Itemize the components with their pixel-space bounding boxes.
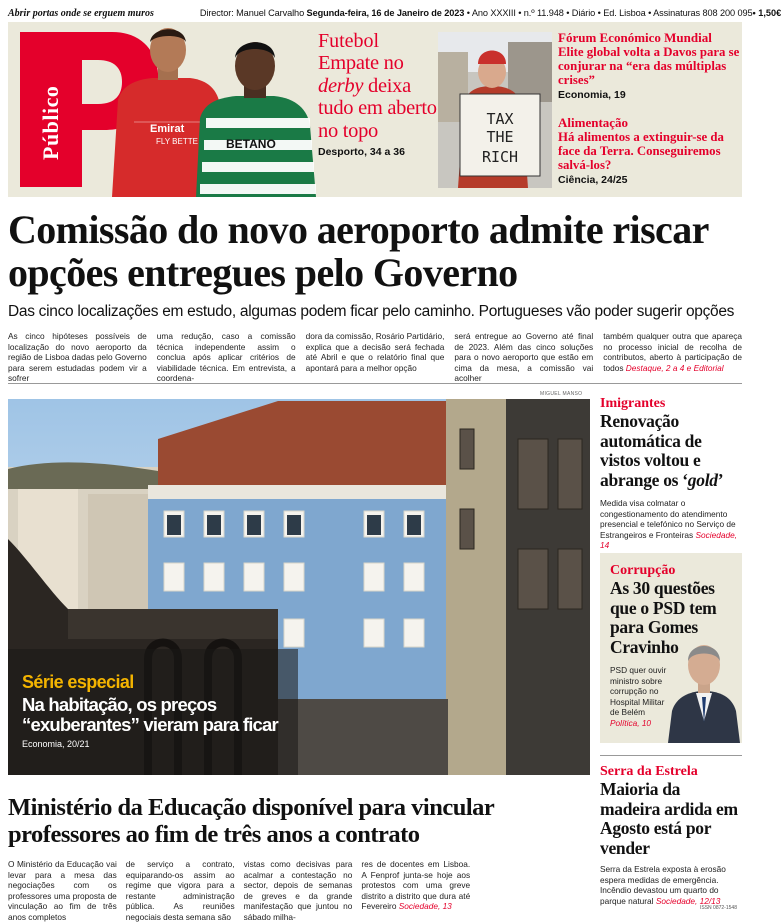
masthead <box>8 22 742 197</box>
series-kicker: Série especial <box>22 672 282 693</box>
protest-sign-line1: TAX <box>486 110 513 128</box>
lead-body <box>8 331 742 377</box>
masthead-strip <box>8 6 742 20</box>
slogan: Abrir portas onde se erguem muros <box>8 8 154 19</box>
svg-text:FLY BETTE: FLY BETTE <box>156 137 198 146</box>
education-body <box>8 859 588 905</box>
svg-text:BETANO: BETANO <box>226 137 276 151</box>
series-teaser[interactable] <box>22 672 282 749</box>
football-teaser[interactable] <box>318 30 440 158</box>
food-kicker: Alimentação <box>558 115 742 130</box>
lead-col-4: será entregue ao Governo até final de 2023. Além das cinco soluções para o novo aeroporto que estão em cima da mesa, a comissão vai acolher <box>454 331 593 375</box>
corruption-headline: As 30 questões que o PSD tem para Gomes Cravinho <box>610 579 738 657</box>
forum-ref: Economia, 19 <box>558 89 742 101</box>
issn: ISSN 0872-1548 <box>700 905 737 911</box>
education-headline[interactable]: Ministério da Educação disponível para vincular professores ao fim de três anos a contrato <box>8 794 588 848</box>
lead-ref[interactable]: Destaque, 2 a 4 e Editorial <box>626 363 724 373</box>
education-col-2: de serviço a contrato, equiparando-os assim ao regime que vigora para a restante administração pública. As reuniões negociais desta semana são <box>126 859 235 903</box>
corruption-kicker: Corrupção <box>610 563 738 579</box>
lead-headline[interactable]: Comissão do novo aeroporto admite riscar opções entregues pelo Governo <box>8 208 742 294</box>
divider <box>8 383 742 384</box>
divider <box>600 755 742 756</box>
lead-subhead: Das cinco localizações em estudo, algumas podem ficar pelo caminho. Portugueses vão poder sugerir opções <box>8 303 742 321</box>
football-kicker: Futebol <box>318 30 440 52</box>
immigrants-teaser[interactable] <box>600 396 742 551</box>
food-headline: Há alimentos a extinguir-se da face da Terra. Conseguiremos salvá-los? <box>558 130 742 172</box>
forum-kicker: Fórum Económico Mundial <box>558 30 742 45</box>
immigrants-body: Medida visa colmatar o congestionamento do atendimento presencial e telefónico no Serviço de Estrangeiros e Fronteiras Sociedade, 14 <box>600 498 742 551</box>
director: Director: Manuel Carvalho <box>200 8 307 18</box>
protest-sign-line2: THE <box>486 128 513 146</box>
forum-headline: Elite global volta a Davos para se conjurar na “era das múltiplas crises” <box>558 45 742 87</box>
series-headline: Na habitação, os preços “exuberantes” vieram para ficar <box>22 695 282 735</box>
price: • 1,50€ <box>753 8 781 18</box>
forum-teaser[interactable] <box>558 30 742 186</box>
football-ref: Desporto, 34 a 36 <box>318 146 440 158</box>
photo-credit: MIGUEL MANSO <box>540 391 582 397</box>
svg-text:Emirat: Emirat <box>150 123 185 135</box>
estrela-teaser[interactable] <box>600 764 742 906</box>
food-ref: Ciência, 24/25 <box>558 174 742 186</box>
estrela-headline: Maioria da madeira ardida em Agosto está por vender <box>600 780 742 858</box>
edition-date: Segunda-feira, 16 de Janeiro de 2023 <box>307 8 465 18</box>
minister-portrait <box>668 631 740 743</box>
estrela-kicker: Serra da Estrela <box>600 764 742 780</box>
football-headline: Empate no derby deixa tudo em aberto no topo <box>318 52 440 142</box>
corruption-body: PSD quer ouvir ministro sobre corrupção no Hospital Militar de Belém Política, 10 <box>610 665 670 728</box>
education-col-5 <box>479 859 588 903</box>
protest-photo <box>438 32 552 188</box>
immigrants-headline: Renovação automática de vistos voltou e abrange os ‘gold’ <box>600 412 742 490</box>
education-col-4: res de docentes em Lisboa. A Fenprof junta-se hoje aos protestos com uma greve distrito a distrito que dura até Fevereiro Sociedade, 13 <box>361 859 470 903</box>
edition-meta <box>200 8 753 18</box>
education-ref[interactable]: Sociedade, 13 <box>399 901 452 911</box>
lead-col-2: uma redução, caso a comissão técnica independente assim o conclua após aplicar critérios de viabilidade técnica. Em entrevista, a coordena- <box>157 331 296 375</box>
food-teaser[interactable] <box>558 115 742 186</box>
corruption-teaser[interactable] <box>600 553 742 743</box>
lead-col-5: também qualquer outra que apareça no processo inicial de recolha de contributos, aberto à participação de todos Destaque, 2 a 4 e Editorial <box>603 331 742 375</box>
corruption-ref[interactable]: Política, 10 <box>610 718 651 728</box>
lead-col-1: As cinco hipóteses possíveis de localização do novo aeroporto da região de Lisboa dadas pelo Governo para serem estudadas podem vir a sofrer <box>8 331 147 375</box>
protest-sign-line3: RICH <box>482 148 518 166</box>
series-ref: Economia, 20/21 <box>22 739 282 749</box>
edition-info: • Ano XXXIII • n.º 11.948 • Diário • Ed. Lisboa • Assinaturas 808 200 095 <box>464 8 752 18</box>
immigrants-kicker: Imigrantes <box>600 396 742 412</box>
education-col-1: O Ministério da Educação vai levar para a mesa das negociações com os professores uma proposta de vinculação ao fim de três anos completos <box>8 859 117 903</box>
football-players-photo <box>104 22 316 197</box>
lead-col-3: dora da comissão, Rosário Partidário, explica que a decisão será fechada até Abril e que o relatório final que apontará para a melhor opção <box>306 331 445 375</box>
estrela-ref[interactable]: Sociedade, 12/13 <box>656 896 721 906</box>
immigrants-ref[interactable]: Sociedade, 14 <box>600 530 737 551</box>
education-col-3: vistas como decisivas para acalmar a contestação no sector, depois de semanas de greves e da grande manifestação que juntou no sábado milha- <box>244 859 353 903</box>
logo-wordmark: Público <box>38 62 58 162</box>
estrela-body: Serra da Estrela exposta à erosão espera medidas de emergência. Incêndio devastou um quarto do parque natural Sociedade, 12/13 <box>600 864 742 906</box>
